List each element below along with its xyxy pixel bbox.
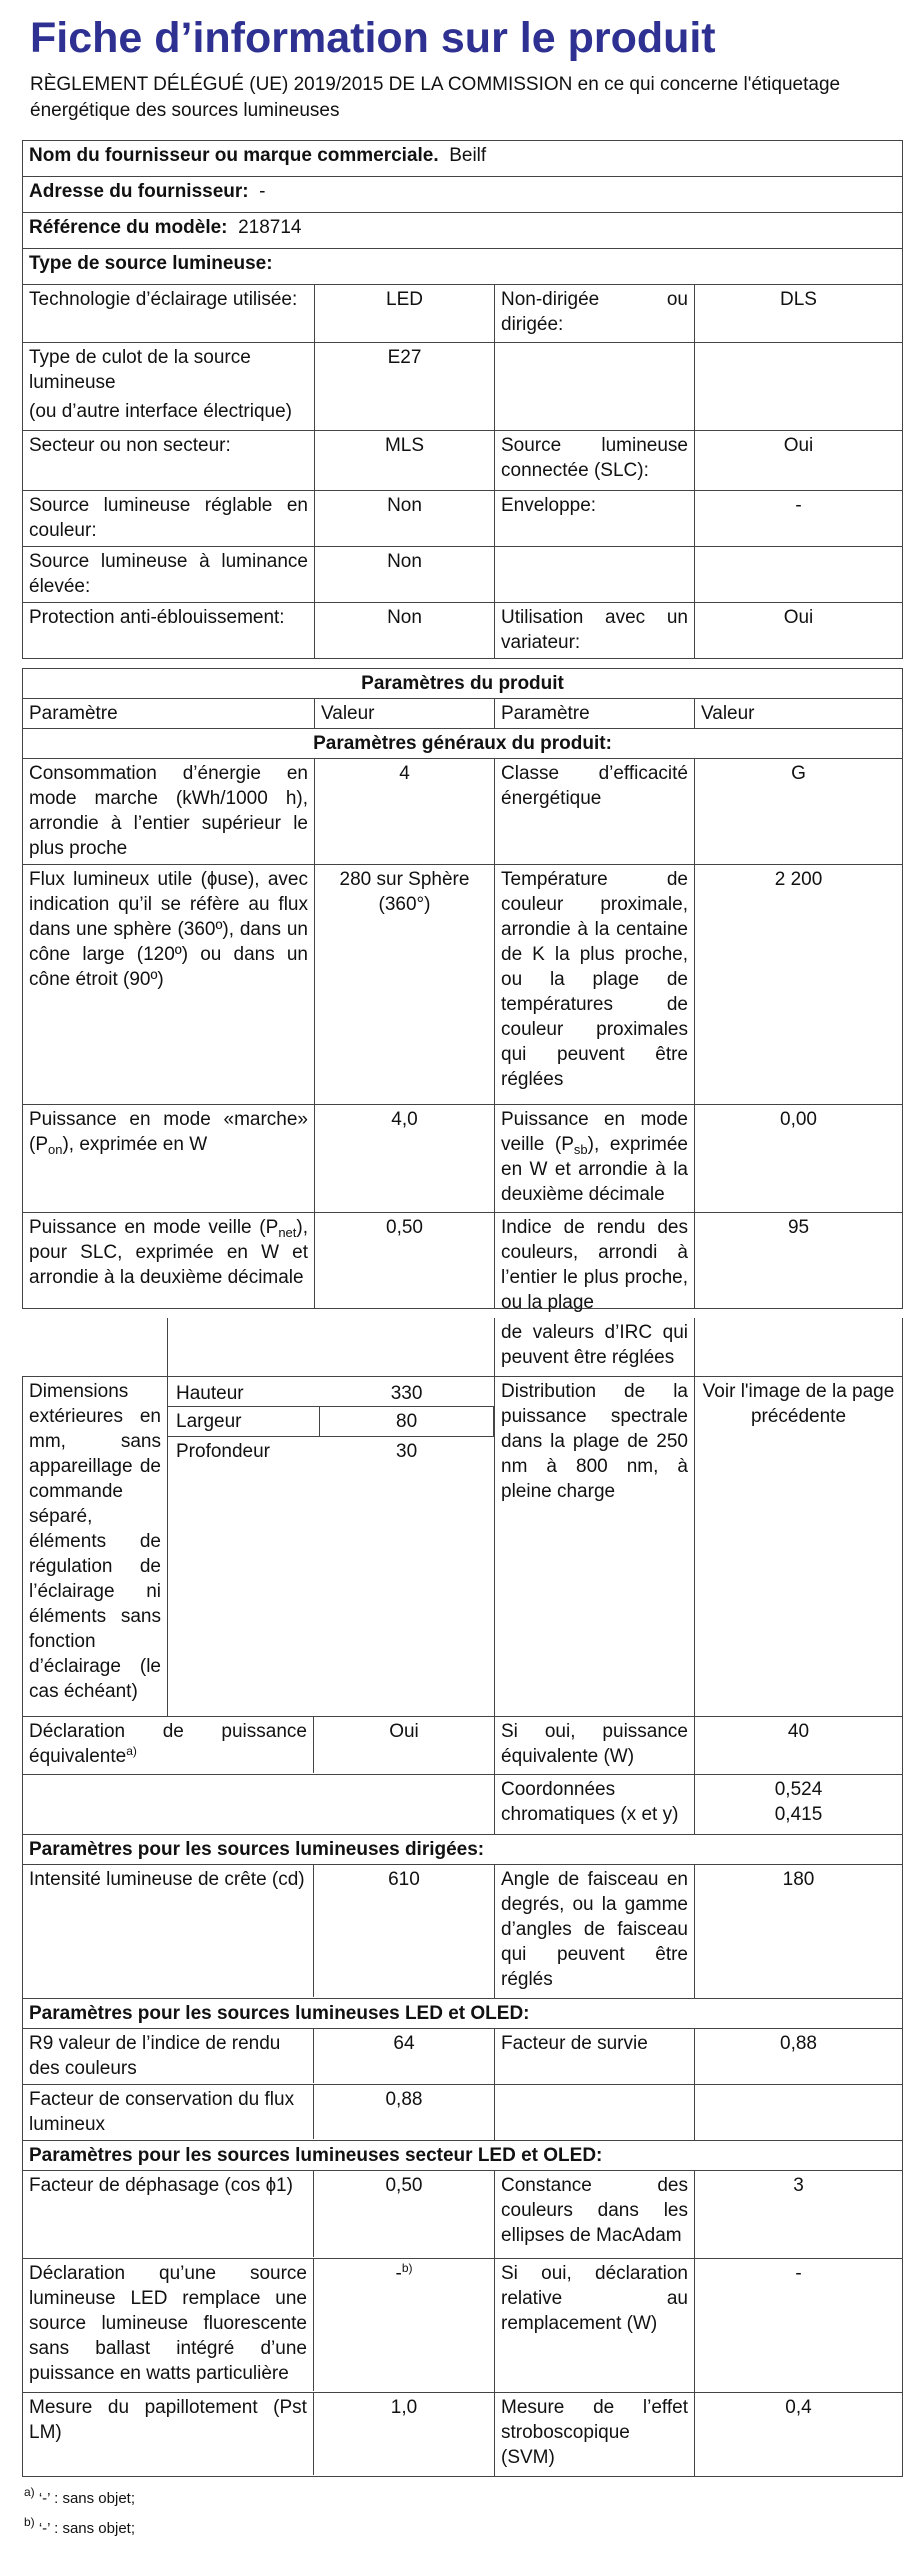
page-title: Fiche d’information sur le produit [30, 14, 716, 62]
r9-row: R9 valeur de l’indice de rendu des couleurs 64 Facteur de survie 0,88 [23, 2028, 903, 2084]
general-parameters-heading: Paramètres généraux du produit: [23, 729, 903, 759]
flux-row: Flux lumineux utile (ɸuse), avec indication qu’il se réfère au flux dans une sphère (360º), dans un cône large (120º) ou dans un cône étroit (90º) 280 sur Sphère (360°) Température de couleur proximale, arrondie à la centaine de K la plus proche, ou la plage de températures de couleur proximales qui peuvent être réglées 2 200 [23, 865, 903, 1105]
standby-net-row: Puissance en mode veille $(P_{net})$, pour SLC, exprimée en W et arrondie à la deuxième décimale 0,50 Indice de rendu des couleurs, arrondi à l’entier le plus proche, ou la plage 95 [23, 1213, 903, 1309]
type-row: Source lumineuse à luminance élevée: Non [23, 547, 903, 603]
cri-continuation-row: de valeurs d’IRC qui peuvent être réglées [23, 1318, 903, 1376]
replacement-row: Déclaration qu’une source lumineuse LED remplace une source lumineuse fluorescente sans ballast intégré d’une puissance en watts particulière -$^{b)}$ Si oui, déclaration relative au remplacement (W) - [23, 2258, 903, 2392]
regulation-text: RÈGLEMENT DÉLÉGUÉ (UE) 2019/2015 DE LA COMMISSION en ce qui concerne l'étiquetage énergétique des sources lumineuses [30, 74, 841, 121]
flicker-row: Mesure du papillotement (Pst LM) 1,0 Mesure de l’effet stroboscopique (SVM) 0,4 [23, 2392, 903, 2476]
type-table [22, 284, 903, 659]
product-parameters-table [22, 668, 903, 1313]
product-parameters-heading: Paramètres du produit [23, 669, 903, 699]
model-reference-row: Référence du modèle: 218714 [23, 213, 903, 249]
directed-heading: Paramètres pour les sources lumineuses dirigées: [23, 1834, 903, 1864]
power-on-row: Puissance en mode «marche» $(P_{on})$, exprimée en W 4,0 Puissance en mode veille $(P_{sb})$, exprimée en W et arrondie à la deuxième décimale 0,00 [23, 1105, 903, 1213]
maintenance-row: Facteur de conservation du flux lumineux 0,88 [23, 2084, 903, 2140]
peak-intensity-row: Intensité lumineuse de crête (cd) 610 Angle de faisceau en degrés, ou la gamme d’angles de faisceau qui peuvent être réglés 180 [23, 1864, 903, 1998]
phase-row: Facteur de déphasage (cos ɸ1) 0,50 Constance des couleurs dans les ellipses de MacAdam 3 [23, 2170, 903, 2258]
type-row: Protection anti-éblouissement: Non Utilisation avec un variateur: Oui [23, 603, 903, 659]
led-heading: Paramètres pour les sources lumineuses LED et OLED: [23, 1998, 903, 2028]
dimensions-row: Dimensions extérieures en mm, sans appareillage de commande séparé, éléments de régulation de l’éclairage ni éléments sans fonction d’éclairage (le cas échéant) Hauteur 330 Largeur 80 Profondeur 30 Distribution de la puissance spectrale dans la plage de 250 nm à 800 nm, à pleine charge Voir l'image de la page précédente [23, 1376, 903, 1716]
chromaticity-row: Coordonnées chromatiques (x et y) 0,524 0,415 [23, 1774, 903, 1834]
page-two [0, 1318, 912, 2560]
supplier-address-row: Adresse du fournisseur: - [23, 177, 903, 213]
type-row: Source lumineuse réglable en couleur: Non Enveloppe: - [23, 491, 903, 547]
dimensions-table [22, 1318, 903, 2477]
supplier-table [22, 140, 903, 285]
light-source-type-heading: Type de source lumineuse: [23, 249, 903, 285]
mains-heading: Paramètres pour les sources lumineuses secteur LED et OLED: [23, 2140, 903, 2170]
column-header-row: Paramètre Valeur Paramètre Valeur [23, 699, 903, 729]
type-row: Technologie d’éclairage utilisée: LED Non-dirigée ou dirigée: DLS [23, 285, 903, 343]
dimensions-values: Hauteur 330 Largeur 80 Profondeur 30 [168, 1377, 494, 1467]
type-row: Secteur ou non secteur: MLS Source lumineuse connectée (SLC): Oui [23, 431, 903, 491]
footnote-a: $^{a)}$ ‘-’ : sans objet; [24, 2485, 135, 2507]
consumption-row: Consommation d’énergie en mode marche (kWh/1000 h), arrondie à l’entier supérieur le plus proche 4 Classe d’efficacité énergétique G [23, 759, 903, 865]
equivalent-power-row: Déclaration de puissance équivalente$^{a)}$ Oui Si oui, puissance équivalente (W) 40 [23, 1716, 903, 1774]
type-row: Type de culot de la source lumineuse (ou d’autre interface électrique) E27 [23, 343, 903, 431]
supplier-name-row: Nom du fournisseur ou marque commerciale. Beilf [23, 141, 903, 177]
footnote-b: $^{b)}$ ‘-’ : sans objet; [24, 2515, 135, 2537]
